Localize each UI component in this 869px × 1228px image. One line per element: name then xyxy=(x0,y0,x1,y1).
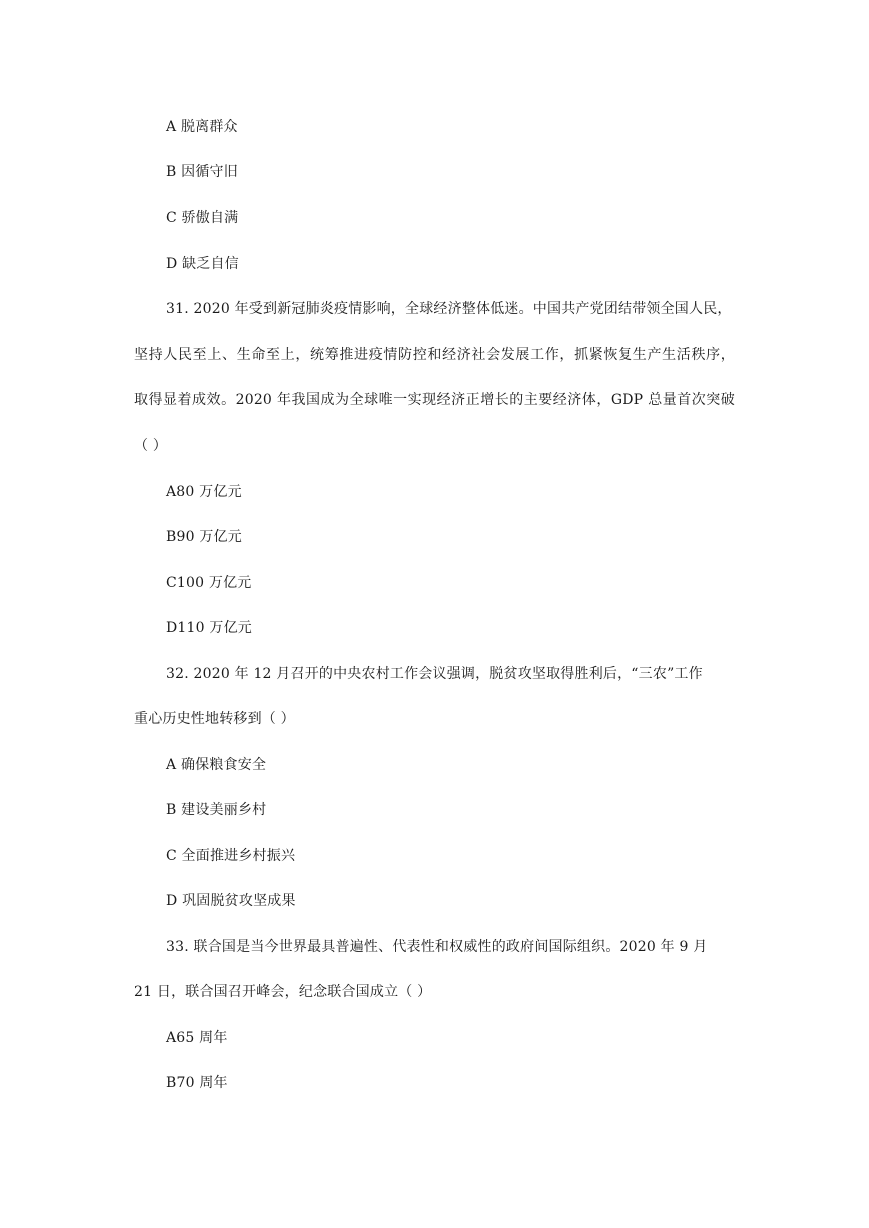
q33-option-b: B70 周年 xyxy=(166,1075,228,1091)
q31-text-line-2: 坚持人民至上、生命至上，统筹推进疫情防控和经济社会发展工作，抓紧恢复生产生活秩序， xyxy=(134,347,735,363)
q30-option-a: A 脱离群众 xyxy=(166,119,238,135)
q31-text-line-1: 31. 2020 年受到新冠肺炎疫情影响，全球经济整体低迷。中国共产党团结带领全国人民， xyxy=(166,301,732,317)
q33-text-line-2: 21 日，联合国召开峰会，纪念联合国成立（ ） xyxy=(134,984,432,1000)
q32-text-line-2: 重心历史性地转移到（ ） xyxy=(134,711,295,727)
q32-option-b: B 建设美丽乡村 xyxy=(166,802,267,818)
q32-option-d: D 巩固脱贫攻坚成果 xyxy=(166,893,296,909)
q31-option-b: B90 万亿元 xyxy=(166,529,242,545)
q30-option-b: B 因循守旧 xyxy=(166,164,238,180)
q31-option-a: A80 万亿元 xyxy=(166,484,242,500)
q30-option-d: D 缺乏自信 xyxy=(166,256,239,272)
q31-option-c: C100 万亿元 xyxy=(166,575,252,591)
q33-text-line-1: 33. 联合国是当今世界最具普遍性、代表性和权威性的政府间国际组织。2020 年 9 月 xyxy=(166,939,708,955)
q31-text-line-4: （ ） xyxy=(134,438,168,454)
q33-option-a: A65 周年 xyxy=(166,1030,228,1046)
q31-text-line-3: 取得显着成效。2020 年我国成为全球唯一实现经济正增长的主要经济体，GDP 总量首次突破 xyxy=(134,392,735,408)
q32-option-a: A 确保粮食安全 xyxy=(166,757,267,773)
q32-text-line-1: 32. 2020 年 12 月召开的中央农村工作会议强调，脱贫攻坚取得胜利后，“三农”工作 xyxy=(166,666,703,682)
q32-option-c: C 全面推进乡村振兴 xyxy=(166,848,296,864)
q30-option-c: C 骄傲自满 xyxy=(166,210,239,226)
q31-option-d: D110 万亿元 xyxy=(166,620,252,636)
